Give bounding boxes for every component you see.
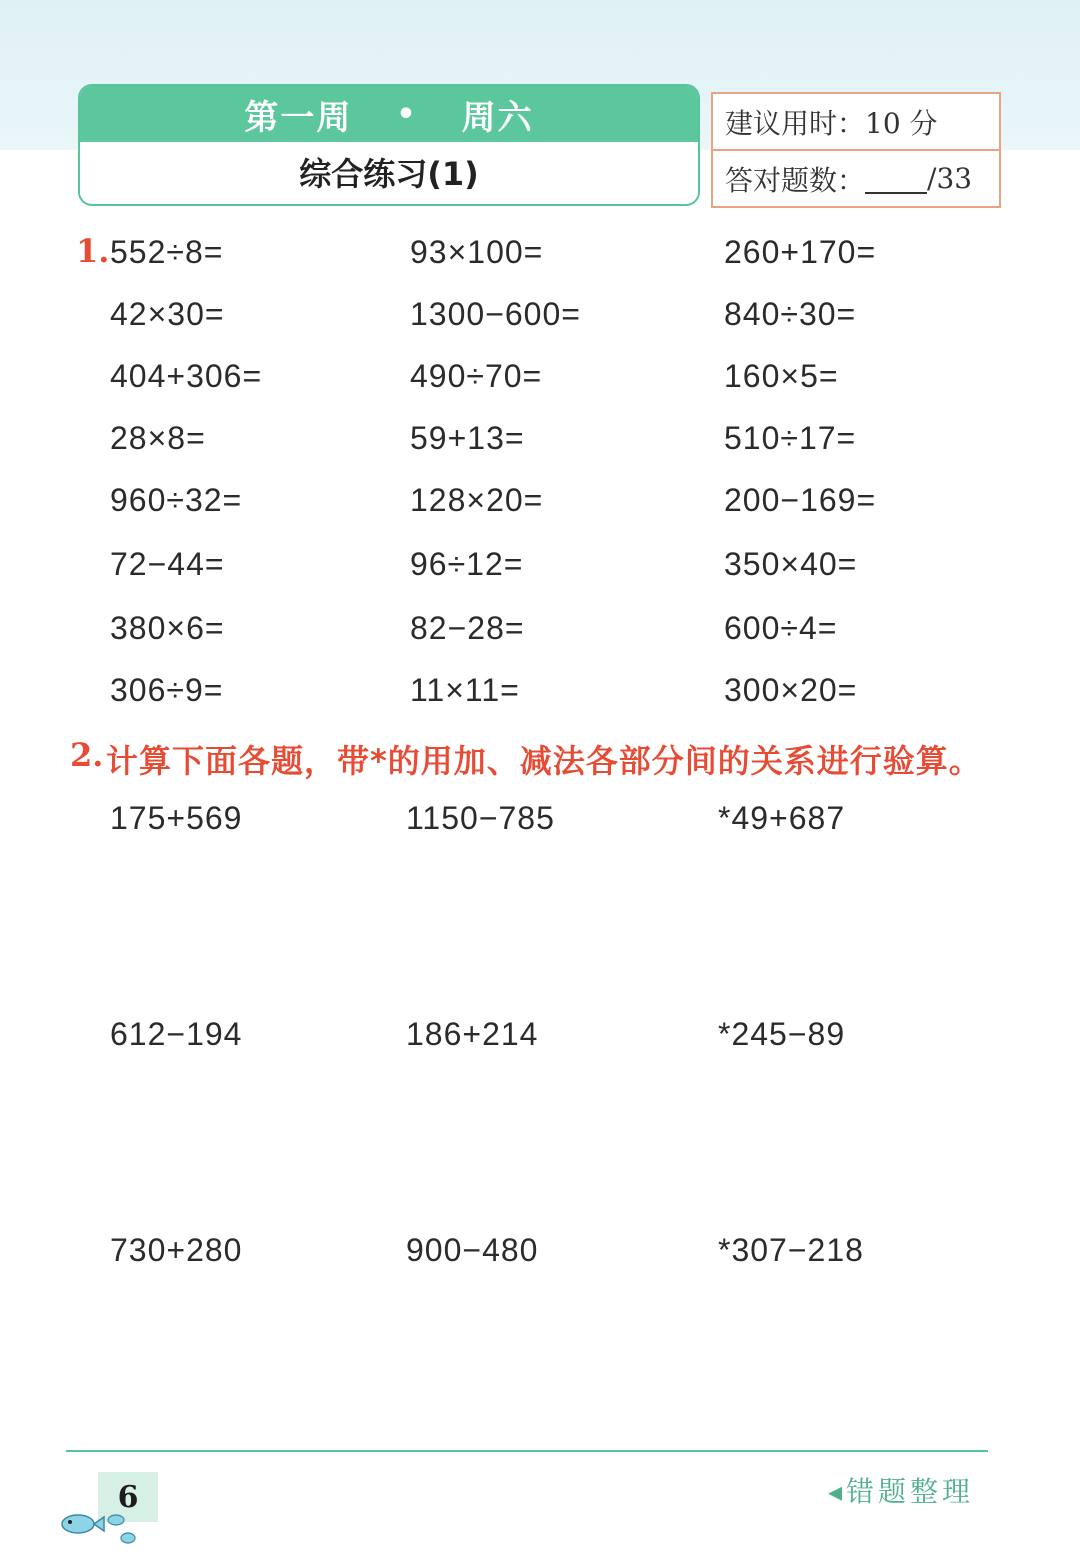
lesson-subtitle: 综合练习(1) xyxy=(299,155,479,193)
vertical-calc-problem: 730+280 xyxy=(110,1232,243,1268)
vertical-calc-problem: *245−89 xyxy=(718,1016,846,1052)
score-row xyxy=(713,149,999,206)
arithmetic-problem: 306÷9= xyxy=(110,672,224,708)
arithmetic-problem: 490÷70= xyxy=(410,358,543,394)
vertical-calc-problem: *49+687 xyxy=(718,800,846,836)
week-label: 第一周 xyxy=(244,97,353,138)
vertical-calc-problem: 186+214 xyxy=(406,1016,539,1052)
arithmetic-problem: 1300−600= xyxy=(410,296,581,332)
question-2-instruction: 计算下面各题，带*的用加、减法各部分间的关系进行验算。 xyxy=(106,742,982,780)
question-2-number: 2. xyxy=(70,736,104,774)
arithmetic-problem: 840÷30= xyxy=(724,296,857,332)
arithmetic-problem: 260+170= xyxy=(724,234,877,270)
arithmetic-problem: 380×6= xyxy=(110,610,225,646)
lesson-week-day xyxy=(80,86,698,142)
arithmetic-problem: 42×30= xyxy=(110,296,225,332)
day-label: 周六 xyxy=(461,97,534,138)
question-1-number: 1. xyxy=(76,232,110,270)
arithmetic-problem: 300×20= xyxy=(724,672,858,708)
arithmetic-problem: 160×5= xyxy=(724,358,839,394)
info-box xyxy=(711,92,1001,208)
arithmetic-problem: 510÷17= xyxy=(724,420,857,456)
arithmetic-problem: 11×11= xyxy=(410,672,520,708)
arithmetic-problem: 128×20= xyxy=(410,482,544,518)
score-label: 答对题数： xyxy=(725,163,866,197)
arithmetic-problem: 350×40= xyxy=(724,546,858,582)
page-number: 6 xyxy=(98,1472,158,1522)
arithmetic-problem: 552÷8= xyxy=(110,234,224,270)
arithmetic-problem: 600÷4= xyxy=(724,610,838,646)
separator-dot: • xyxy=(396,96,418,132)
lesson-title-box xyxy=(78,84,700,206)
vertical-calc-problem: 900−480 xyxy=(406,1232,539,1268)
vertical-calc-problem: 1150−785 xyxy=(406,800,555,836)
vertical-calc-problem: *307−218 xyxy=(718,1232,864,1268)
arithmetic-problem: 82−28= xyxy=(410,610,525,646)
score-blank[interactable] xyxy=(865,164,927,194)
arithmetic-problem: 960÷32= xyxy=(110,482,243,518)
mistake-review-link[interactable]: ◂错题整理 xyxy=(828,1475,975,1508)
arithmetic-problem: 28×8= xyxy=(110,420,206,456)
fish-decoration-icon xyxy=(58,1508,148,1548)
arithmetic-problem: 72−44= xyxy=(110,546,225,582)
vertical-calc-problem: 612−194 xyxy=(110,1016,243,1052)
arithmetic-problem: 59+13= xyxy=(410,420,525,456)
arithmetic-problem: 404+306= xyxy=(110,358,263,394)
score-total: /33 xyxy=(927,162,973,195)
arithmetic-problem: 96÷12= xyxy=(410,546,524,582)
suggested-time: 建议用时：10 分 xyxy=(725,106,938,140)
arithmetic-problem: 200−169= xyxy=(724,482,877,518)
vertical-calc-problem: 175+569 xyxy=(110,800,243,836)
footer-divider xyxy=(66,1450,988,1452)
arithmetic-problem: 93×100= xyxy=(410,234,544,270)
